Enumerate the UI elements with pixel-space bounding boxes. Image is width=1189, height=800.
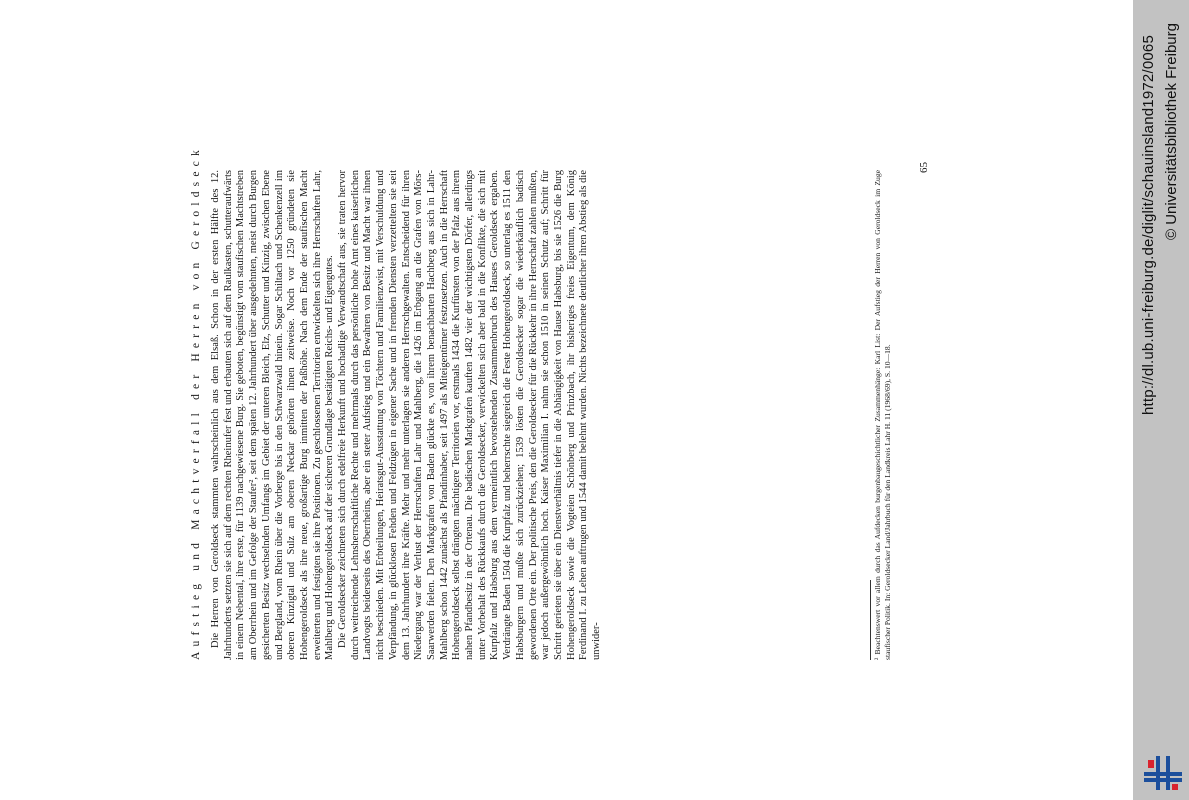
page-number: 65: [918, 162, 930, 173]
footnote: ² Beachtenswert vor allem durch das Aufdecken burgenbaugeschichtlicher Zusammenhänge: Karl List: Der Aufstieg der Herren von Geroldseck im Zuge staufischer Politik. In: Geroldsecker Land/Jahrbuch für den Landkreis Lahr H. 11 (1968/69), S. 10—18.: [873, 170, 892, 660]
footnote-divider: [870, 580, 871, 660]
scanned-page: [188, 145, 930, 660]
paragraph: Die Geroldsecker zeichneten sich durch edelfreie Herkunft und hochadlige Verwandtschaft aus, sie traten hervor durch weitreichende Lehnsherrschaftliche Rechte und mehrmals durch das persönliche hohe Amt eines kaiserlichen Landvogts beiderseits des Oberrheins, aber ein steter Aufstieg und ein Bewahren von Besitz und Macht war ihnen nicht beschieden. Mit Erbteilungen, Heiratsgut-Ausstattung von Töchtern und Familienzwist, mit Verschuldung und Verpfändung, in glücklosen Fehden und Feldzügen in eigener Sache und in fremden Diensten verzettelten sie seit dem 13. Jahrhundert ihre Kräfte. Mehr und mehr unterlagen sie anderen Herrschgewalten. Entscheidend für ihren Niedergang war der Verlust der Herrschaften Lahr und Mahlberg, die 1426 im Erbgang an die Grafen von Mörs-Saarwerden fielen. Den Markgrafen von Baden glückte es, von ihrem benachbarten Hachberg aus sich in Lahr-Mahlberg schon 1442 zunächst als Pfandinhaber, seit 1497 als Miteigentümer festzusetzen. Auch in die Herrschaft Hohengeroldseck selbst drängten mächtigere Territorien vor, erstmals 1434 die Kurfürsten von der Pfalz aus ihrem nahen Pfandbesitz in der Ortenau. Die badischen Markgrafen kauften 1482 vier der wichtigsten Dörfer, allerdings unter Vorbehalt des Rückkaufs durch die Geroldsecker, verwickelten sich aber bald in die Konflikte, die sich mit Kurpfalz und Habsburg aus dem vermeintlich bevorstehenden Zusammenbruch des Hauses Geroldseck ergaben. Verdrängte Baden 1504 die Kurpfalz und beherrschte siegreich die Feste Hohengeroldseck, so unterlag es 1511 den Habsburgern und mußte sich zurückziehen; 1539 lösten die Geroldsecker sogar die wiederkäuflich badisch gewordenen Orte ein. Der politische Preis, den die Geroldsecker für die Rückkehr in ihre Herrschaft zahlen mußten, war jedoch außergewöhnlich hoch. Kaiser Maximilian I. nahm sie schon 1510 in seinen Schutz auf; Schritt für Schritt gerieten sie über ein Dienstverhältnis tiefer in die Abhängigkeit von Hause Habsburg, bis sie 1526 die Burg Hohengeroldseck sowie die Vogteien Schönberg und Prinzbach, ihr bisheriges freies Eigentum, dem König Ferdinand I. zu Lehen auftrugen und 1544 damit belehnt wurden. Nichts bezeichnete deutlicher ihren Abstieg als die unwider-: [337, 170, 603, 660]
sidebar-text: [1133, 0, 1189, 800]
page-title: Aufstieg und Machtverfall der Herren von Geroldseck: [190, 145, 202, 660]
copyright-notice: © Universitätsbibliothek Freiburg: [1163, 23, 1180, 240]
paragraph: Die Herren von Geroldseck stammten wahrscheinlich aus dem Elsaß. Schon in der ersten Hälfte des 12. Jahrhunderts setzten sie sich auf dem rechten Rheinufer fest und erbauten sich auf dem Raulkasten, schutteraufwärts in einem Nebental, ihre erste, für 1139 nachgewiesene Burg. Sie geboten, begünstigt vom staufischen Machtstreben am Oberrhein und im Gefolge der Staufer², seit dem späten 12. Jahrhundert über ausgedehnten, meist durch Burgen gesicherten Besitz wechselnden Umfangs im Gebiet der unteren Bleich, Elz, Schutter und Kinzig, zwischen Ebene und Bergland, vom Rhein über die Vorberge bis in den Schwarzwald hinein. Sogar Schiltach und Schenkenzell im oberen Kinzigtal und Sulz am oberen Neckar gehörten ihnen zeitweise. Noch vor 1250 gründeten sie Hohengeroldseck als ihre neue, großartige Burg inmitten der Paßhöhe. Nach dem Ende der staufischen Macht erweiterten und festigten sie ihre Positionen. Zu geschlossenen Territorien entwickelten sich ihre Herrschaften Lahr, Mahlberg und Hohengeroldseck auf der sicheren Grundlage bestätigten Reichs- und Eigengutes.: [210, 170, 336, 660]
source-url-link[interactable]: http://dl.ub.uni-freiburg.de/diglit/schauinsland1972/0065: [1140, 35, 1157, 415]
ub-freiburg-logo-icon: [1142, 752, 1184, 794]
body-text: [210, 170, 604, 660]
